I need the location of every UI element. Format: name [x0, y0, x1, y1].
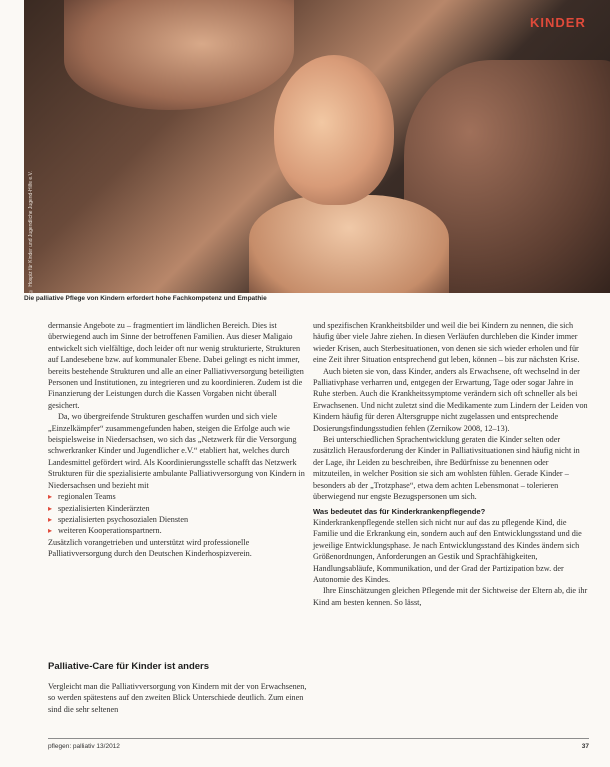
paragraph: dermansie Angebote zu – fragmentiert im ländlichen Bereich. Dies ist überwiegend auch im Sinne der betroffenen Familien. Aus dieser Maligaio entwickelt sich vielfältige, doch leider oft nur wenig strukturierte, Strukturen auf Landesebene bzw. auf kommunaler Ebene. Dabei gelingt es nicht immer, bereits bestehende Strukturen und alle an einer Palliativversorgung beteiligten Personen und Institutionen, zu integrieren und zu koordinieren. Zudem ist die Finanzierung der Leistungen durch die Kassen Vorgaben nicht überall gesichert.: [48, 321, 304, 410]
paragraph: Vergleicht man die Palliativversorgung von Kindern mit der von Erwachsenen, so werden spätestens auf den zweiten Blick Unterschiede deutlich. Zum einen sind die sehr seltenen: [48, 682, 307, 714]
paragraph: Da, wo übergreifende Strukturen geschaffen wurden und sich viele „Einzelkämpfer“ zusammengefunden haben, steigen die Erfolge auch wie beispielsweise in Niedersachsen, wo sich das „Netzwerk für die Versorgung schwerkranker Kinder und Jugendlicher e.V.“ etabliert hat, welches durch Landesmittel gefördert wird. Als Koordinierungsstelle schafft das Netzwerk Strukturen für die spezialisierte ambulante Palliativversorgung von Kindern in Niedersachsen und bezieht mit: [48, 412, 305, 490]
paragraph: Auch bieten sie von, dass Kinder, anders als Erwachsene, oft wechselnd in der Palliativphase verharren und, entgegen der Erwartung, Tage oder sogar Jahre in Ruhe sterben. Auch die Krankheitssymptome verändern sich oft schneller als bei Erwachsenen. Und nicht zuletzt sind die Medikamente zum Lindern der Leiden von Kindern häufig für deren Altersgruppe nicht zugelassen und entsprechende Dosierungsfindungsstudien fehlen (Zernikow 2008, 12–13).: [313, 366, 588, 433]
text-column-left-bottom: [48, 681, 310, 715]
photo-caption: Die palliative Pflege von Kindern erfordert hohe Fachkompetenz und Empathie: [24, 295, 267, 302]
list-item: ▸ regionalen Teams: [48, 491, 310, 502]
bullet-list: [48, 491, 310, 537]
subsection-heading: Was bedeutet das für Kinderkrankenpflegende?: [313, 506, 486, 516]
section-tag: KINDER: [530, 15, 586, 30]
paragraph: und spezifischen Krankheitsbilder und weil die bei Kindern zu nennen, die sich häufig über viele Jahre ziehen. In diesen Verläufen durchleben die Kinder immer wieder Krisen, auch Sterbesituationen, von denen sie sich wieder erholen und für eine Zeit ihrer Situation entsprechend gut leben, können – bis zur nächsten Krise.: [313, 321, 580, 365]
cover-photo: [24, 0, 610, 293]
photo-adult-head: [64, 0, 294, 110]
paragraph: Bei unterschiedlichen Sprachentwicklung geraten die Kinder selten oder zusätzlich Herausforderung der Kinder in Palliativsituationen sind häufig nicht in der Lage, ihr Leiden zu beschreiben, ihre Bedürfnisse zu benennen oder mitzuteilen, in welcher Position sie sich am wohlsten fühlen. Gerade Kinder – besonders ab der „Trotzphase“, etwa dem achten Lebensmonat – tolerieren überwiegend nur engste Bezugspersonen um sich.: [313, 435, 580, 502]
footer-publication: pflegen: palliativ 13/2012: [48, 743, 120, 750]
paragraph: Zusätzlich vorangetrieben und unterstützt wird professionelle Palliativversorgung durch den Deutschen Kinderhospizverein.: [48, 537, 252, 559]
list-item: ▸ weiteren Kooperationspartnern.: [48, 525, 310, 536]
list-item: ▸ spezialisierten psychosozialen Diensten: [48, 514, 310, 525]
list-item: ▸ spezialisierten Kinderärzten: [48, 503, 310, 514]
paragraph: Kinderkrankenpflegende stellen sich nicht nur auf das zu pflegende Kind, die Familie und die Erkrankung ein, sondern auch auf den Entwicklungsstand und die jeweilige Entwicklungsphase. Je nach Entwicklungsstand des Kindes ändern sich Größenordnungen, Anforderungen an Gestik und Sprachfähigkeiten, Handlungsabläufe, Kommunikation, und der Grad der Partizipation bzw. der Autonomie des Kindes.: [313, 517, 582, 584]
text-column-left: [48, 320, 310, 560]
photo-child-body: [249, 195, 449, 293]
photo-credit: © Hospiz für Kinder und Jugendliche Jugend-Hilfe e.V.: [28, 171, 34, 294]
footer-divider: [48, 738, 589, 739]
photo-child-head: [274, 55, 394, 205]
page-number: 37: [581, 743, 589, 750]
section-heading: Palliative-Care für Kinder ist anders: [48, 661, 210, 672]
text-column-right: [313, 320, 589, 608]
paragraph: Ihre Einschätzungen gleichen Pflegende mit der Sichtweise der Eltern ab, die ihr Kind am besten kennen. So lässt,: [313, 586, 588, 607]
